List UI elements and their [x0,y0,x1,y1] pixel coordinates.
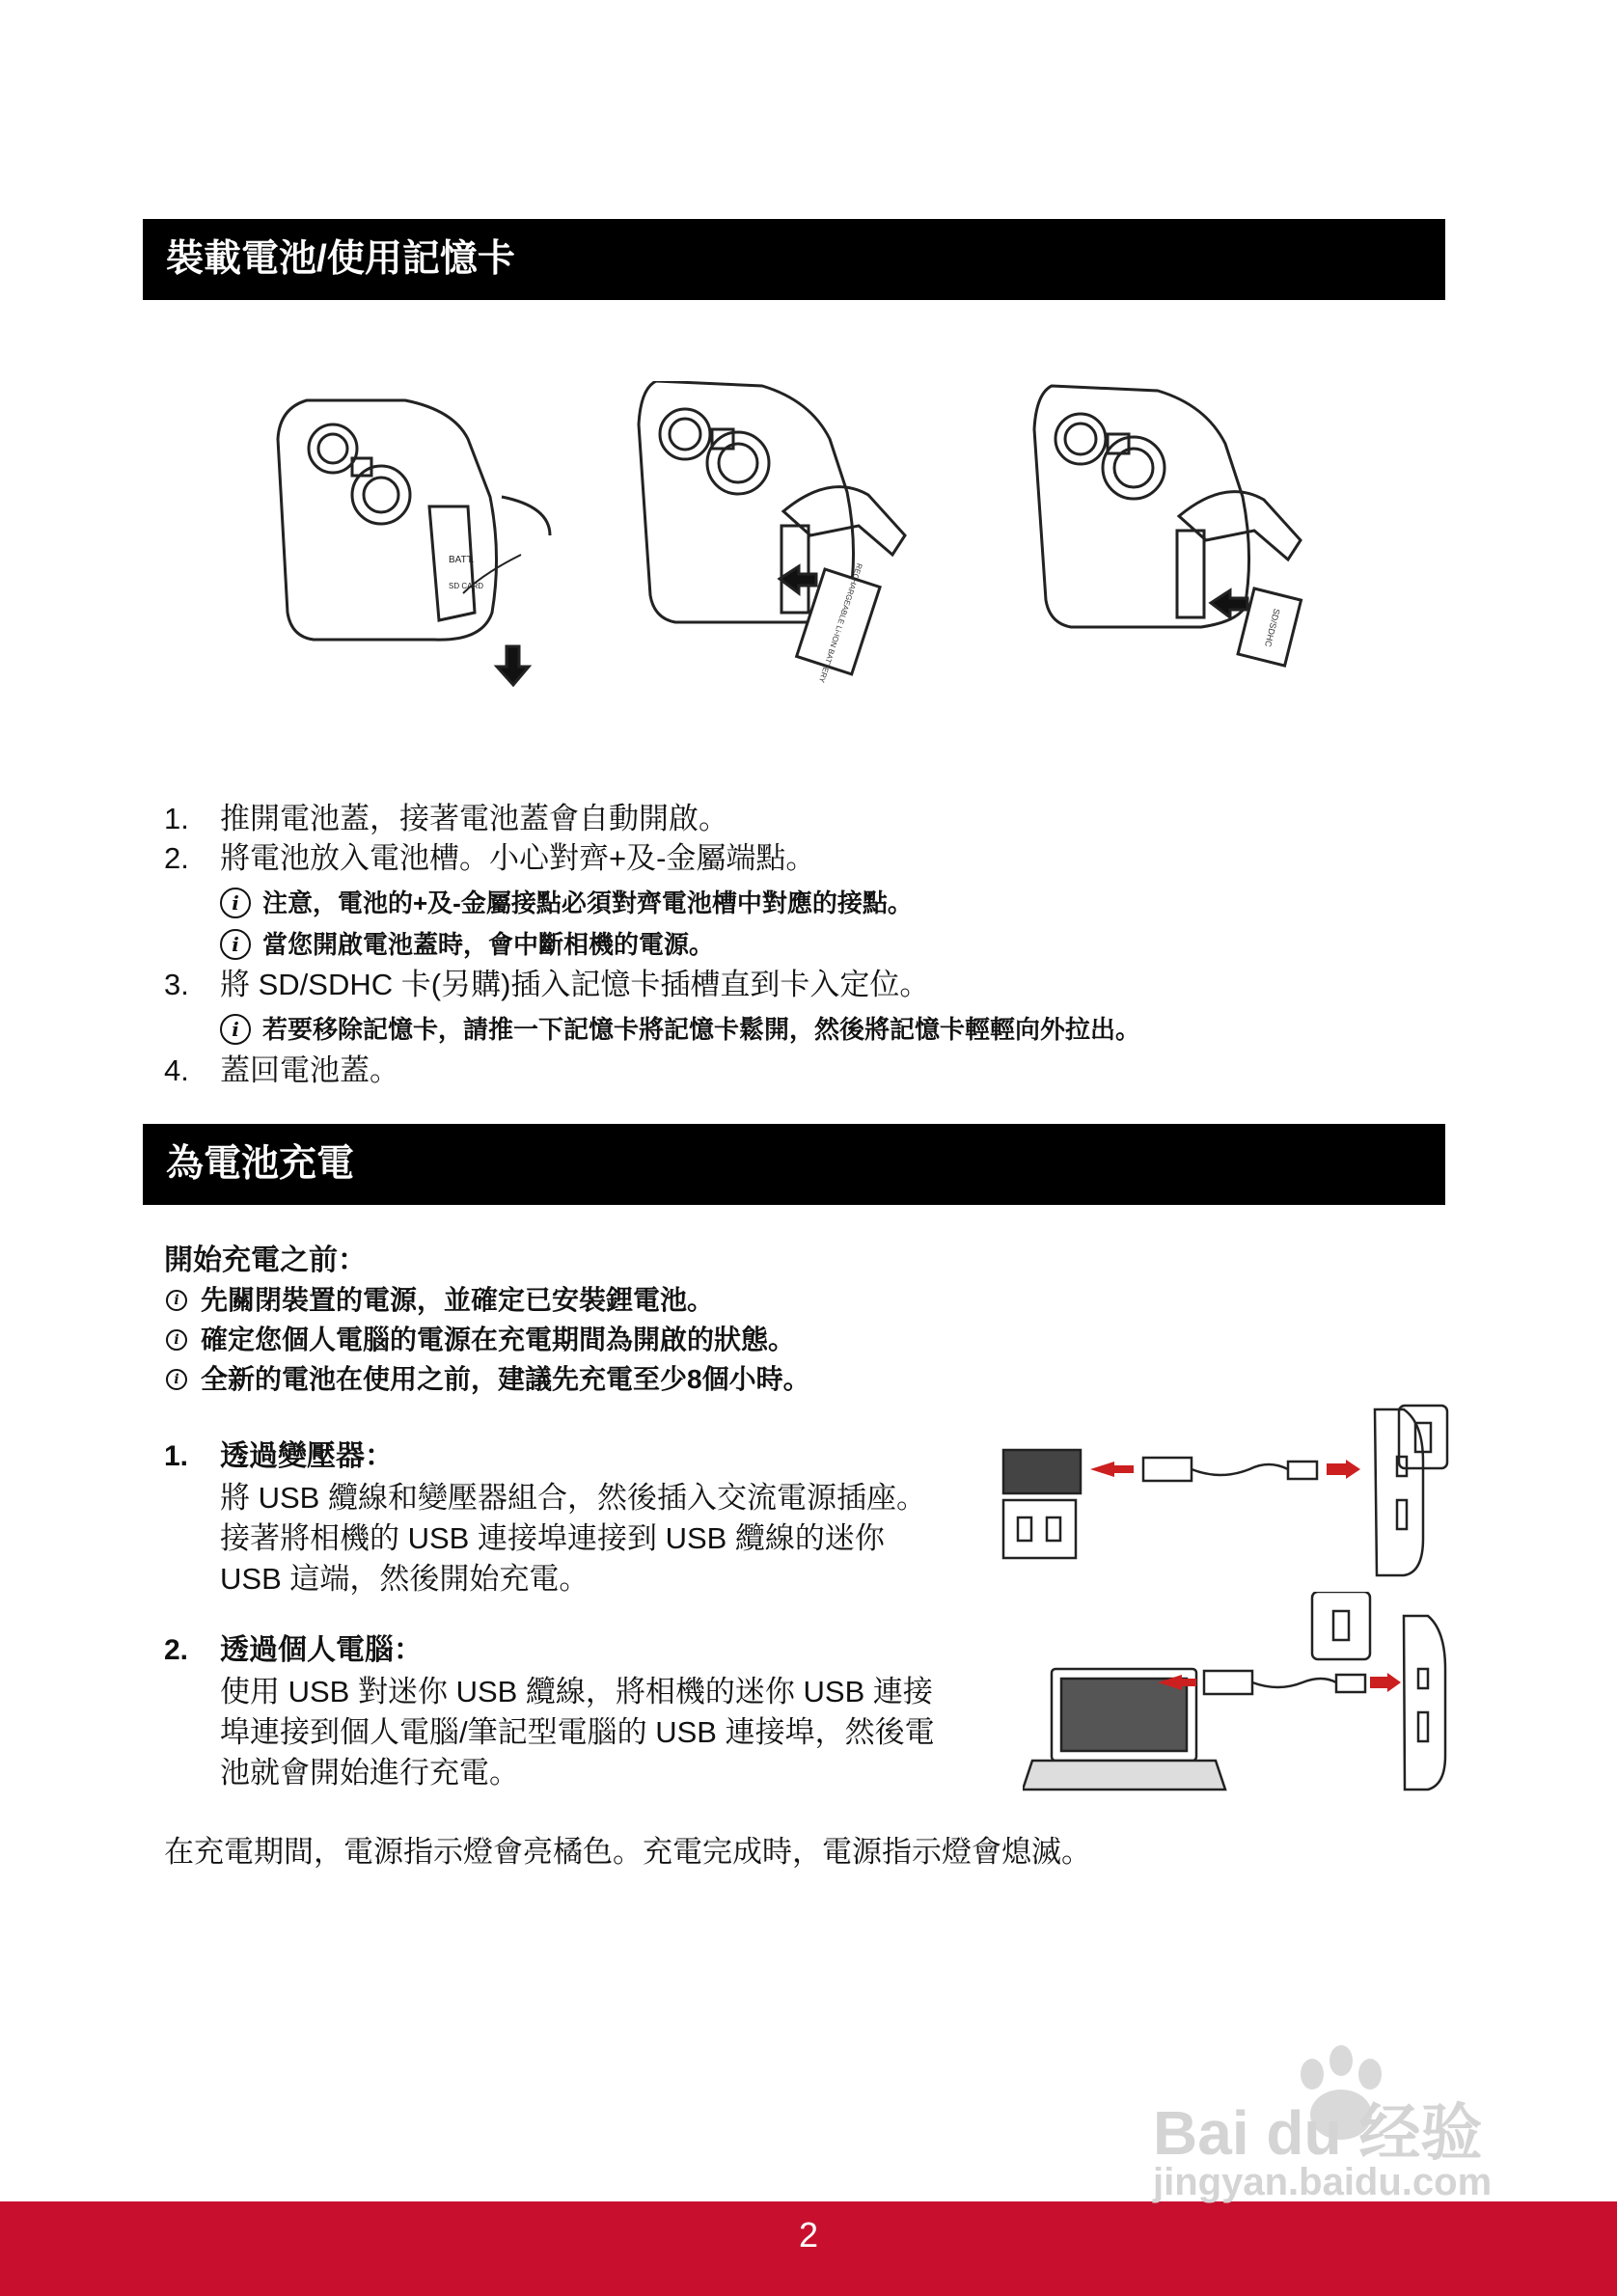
method-title: 透過變壓器： [220,1440,394,1472]
down-arrow-icon [497,646,529,685]
method-title: 透過個人電腦： [220,1634,423,1666]
svg-text:BATT.: BATT. [449,555,475,565]
before-item [166,1282,714,1319]
svg-text:SD/SDHC: SD/SDHC [1262,607,1282,648]
pc-charging-illustration [1023,1592,1452,1799]
info-icon: i [220,888,251,918]
method-number: 2. [164,1634,189,1666]
step-text: 將 SD/SDHC 卡(另購)插入記憶卡插槽直到卡入定位。 [220,968,930,1001]
step-text: 將電池放入電池槽。小心對齊+及-金屬端點。 [220,841,816,875]
section-title-charging: 為電池充電 [143,1124,1445,1205]
step-number: 1. [164,802,189,835]
step-text: 蓋回電池蓋。 [220,1053,399,1087]
method-number: 1. [164,1440,189,1472]
info-icon: i [220,929,251,960]
method-description [220,1478,939,1599]
charging-status-note: 在充電期間，電源指示燈會亮橘色。充電完成時，電源指示燈會熄滅。 [164,1835,1091,1869]
note-item [220,1012,1140,1047]
usb-plug-icon [1204,1671,1252,1694]
section-title-battery: 裝載電池/使用記憶卡 [143,219,1445,300]
svg-text:RECHARGEABLE Li-ION BATTERY: RECHARGEABLE Li-ION BATTERY [816,561,864,684]
red-arrow-icon [1370,1673,1401,1692]
method-description [220,1672,939,1793]
step-text: 推開電池蓋，接著電池蓋會自動開啟。 [220,802,728,835]
before-item-text: 全新的電池在使用之前，建議先充電至少8個小時。 [201,1364,810,1394]
note-text: 注意，電池的+及-金屬接點必須對齊電池槽中對應的接點。 [262,888,913,917]
note-item [220,886,913,920]
before-item [166,1361,810,1398]
note-text: 當您開啟電池蓋時，會中斷相機的電源。 [262,930,715,959]
method-line: USB 這端，然後開始充電。 [220,1562,589,1596]
usb-plug-icon [1143,1458,1192,1481]
method-line: 將 USB 纜線和變壓器組合，然後插入交流電源插座。 [220,1481,926,1515]
method-line: 池就會開始進行充電。 [220,1756,519,1790]
method-line: 埠連接到個人電腦/筆記型電腦的 USB 連接埠，然後電 [220,1715,935,1749]
step-number: 3. [164,968,189,1001]
info-icon: i [166,1329,187,1351]
before-item-text: 先關閉裝置的電源，並確定已安裝鋰電池。 [201,1285,715,1315]
info-icon: i [166,1369,187,1390]
adapter-charging-illustration [999,1404,1452,1587]
watermark-logo: Bai du 经验 [1153,2098,1483,2168]
camera-panel-3 [1034,386,1302,666]
camera-panel-1 [278,400,550,640]
before-charging-heading: 開始充電之前： [164,1244,367,1276]
step-number: 2. [164,841,189,875]
red-arrow-icon [1327,1460,1360,1479]
info-icon: i [166,1290,187,1311]
before-item-text: 確定您個人電腦的電源在充電期間為開啟的狀態。 [201,1325,796,1354]
method-line: 接著將相機的 USB 連接埠連接到 USB 纜線的迷你 [220,1521,885,1555]
note-item [220,927,714,962]
insert-arrow-icon [1211,590,1247,617]
before-item [166,1322,795,1358]
insert-arrow-icon [780,566,816,593]
step-number: 4. [164,1053,189,1087]
red-arrow-icon [1090,1462,1134,1477]
svg-text:SD CARD: SD CARD [449,582,484,590]
method-line: 使用 USB 對迷你 USB 纜線，將相機的迷你 USB 連接 [220,1675,933,1708]
battery-card-illustration [260,381,1370,704]
camera-panel-2 [639,381,905,691]
page-number: 2 [798,2215,819,2255]
watermark-url: jingyan.baidu.com [1153,2161,1493,2203]
note-text: 若要移除記憶卡，請推一下記憶卡將記憶卡鬆開，然後將記憶卡輕輕向外拉出。 [262,1015,1141,1044]
info-icon: i [220,1014,251,1045]
